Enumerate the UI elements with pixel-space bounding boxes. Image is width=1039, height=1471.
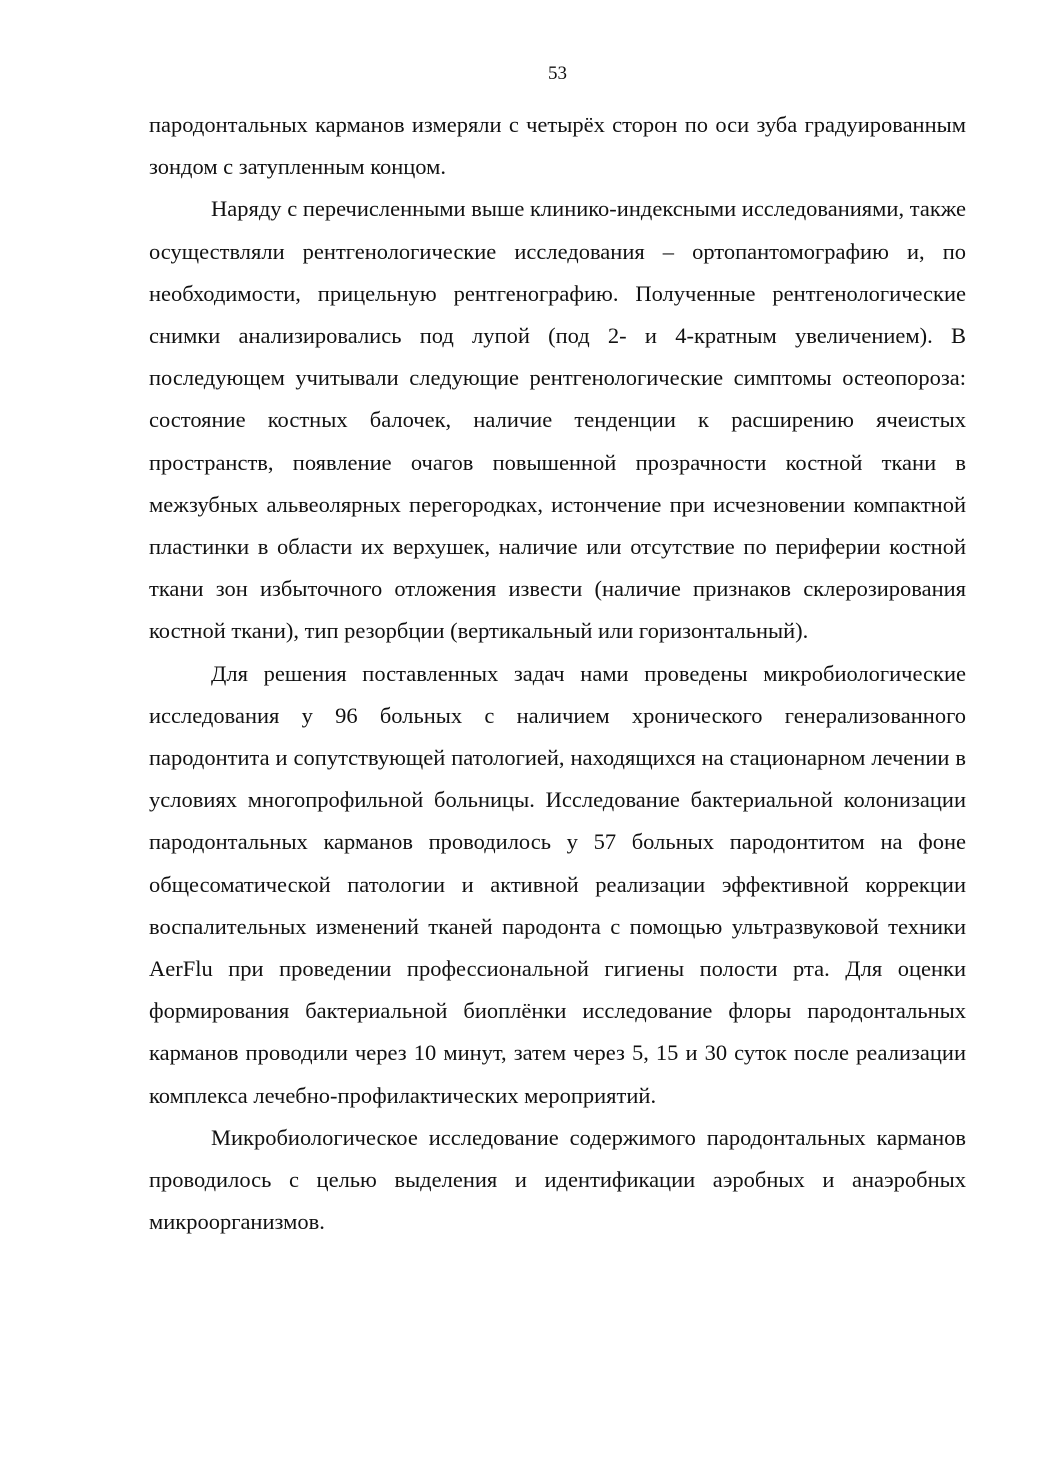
- body-text: [149, 104, 966, 1243]
- paragraph-microbiology-purpose: Микробиологическое исследование содержимого пародонтальных карманов проводилось с целью выделения и идентификации аэробных и анаэробных микроорганизмов.: [149, 1124, 966, 1235]
- paragraph-microbiology-study: Для решения поставленных задач нами проведены микробиологические исследования у 96 больных с наличием хронического генерализованного пародонтита и сопутствующей патологией, находящихся на стационарном лечении в условиях многопрофильной больницы. Исследование бактериальной колонизации пародонтальных карманов проводилось у 57 больных пародонтитом на фоне общесоматической патологии и активной реализации эффективной коррекции воспалительных изменений тканей пародонта с помощью ультразвуковой техники AerFlu при проведении профессиональной гигиены полости рта. Для оценки формирования бактериальной биоплёнки исследование флоры пародонтальных карманов проводили через 10 минут, затем через 5, 15 и 30 суток после реализации комплекса лечебно-профилактических мероприятий.: [149, 660, 966, 1108]
- paragraph-continuation: пародонтальных карманов измеряли с четырёх сторон по оси зуба градуированным зондом с затупленным концом.: [149, 112, 966, 180]
- page-number: 53: [548, 63, 567, 84]
- paragraph-xray-methods: Наряду с перечисленными выше клинико-индексными исследованиями, также осуществляли рентгенологические исследования – ортопантомографию и, по необходимости, прицельную рентгенографию. Полученные рентгенологические снимки анализировались под лупой (под 2- и 4-кратным увеличением). В последующем учитывали следующие рентгенологические симптомы остеопороза: состояние костных балочек, наличие тенденции к расширению ячеистых пространств, появление очагов повышенной прозрачности костной ткани в межзубных альвеолярных перегородках, истончение при исчезновении компактной пластинки в области их верхушек, наличие или отсутствие по периферии костной ткани зон избыточного отложения извести (наличие признаков склерозирования костной ткани), тип резорбции (вертикальный или горизонтальный).: [149, 196, 966, 644]
